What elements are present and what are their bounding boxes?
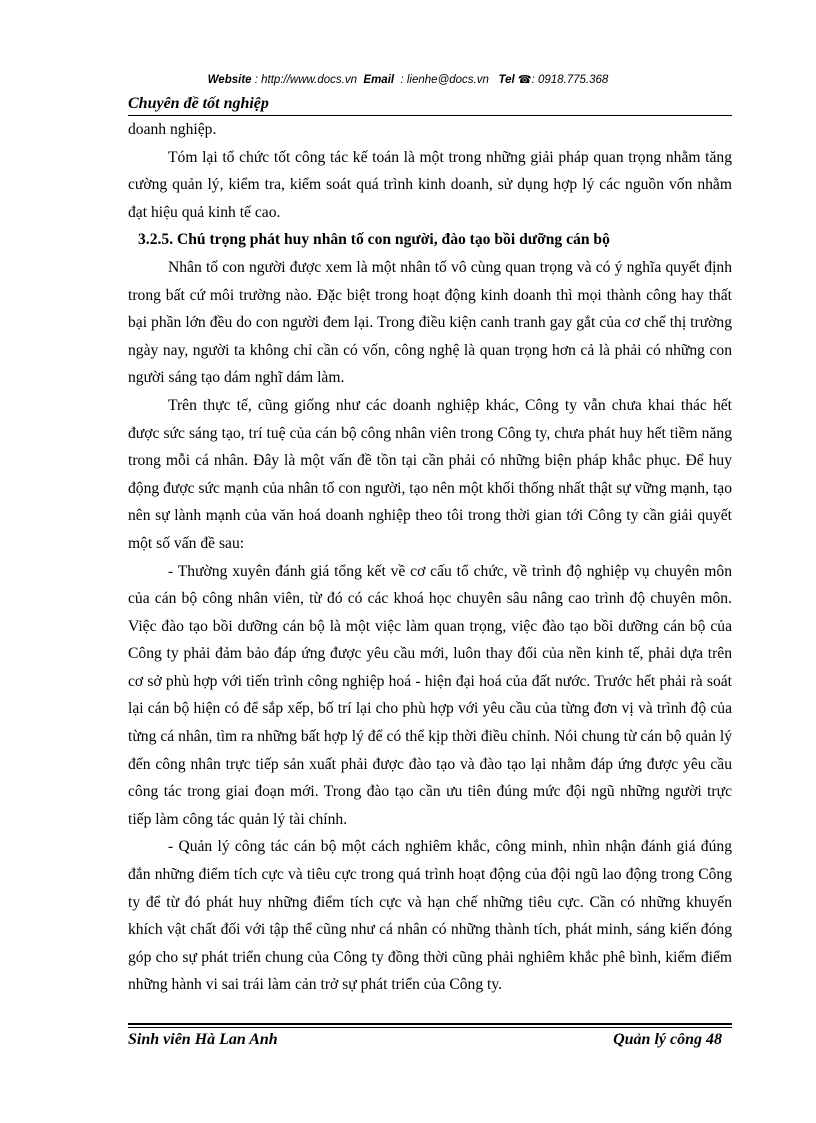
- website-url[interactable]: : http://www.docs.vn: [254, 74, 358, 86]
- paragraph: Nhân tố con người được xem là một nhân tố vô cùng quan trọng và có ý nghĩa quyết định trong bất cứ môi trường nào. Đặc biệt trong hoạt động kinh doanh thì mọi thành công hay thất bại phần lớn đều do con người đem lại. Trong điều kiện canh tranh gay gắt của cơ chế thị trường ngày nay, người ta không chỉ cần có vốn, công nghệ là quan trọng hơn cả là phải có những con người sáng tạo dám nghĩ dám làm.: [128, 258, 732, 387]
- paragraph: Tóm lại tổ chức tốt công tác kế toán là một trong những giải pháp quan trọng nhằm tăng cường quản lý, kiểm tra, kiểm soát quá trình kinh doanh, sử dụng hợp lý các nguồn vốn nhằm đạt hiệu quả kinh tế cao.: [128, 148, 732, 221]
- email-label: Email: [363, 74, 395, 86]
- section-heading: 3.2.5. Chú trọng phát huy nhân tố con người, đào tạo bồi dưỡng cán bộ: [138, 231, 610, 249]
- paragraph: - Thường xuyên đánh giá tổng kết về cơ cấu tổ chức, về trình độ nghiệp vụ chuyên môn của cán bộ công nhân viên, từ đó có các khoá học chuyên sâu nâng cao trình độ chuyên môn. Việc đào tạo bồi dưỡng cán bộ là một việc làm quan trọng, việc đào tạo bồi dưỡng cán bộ của Công ty phải đảm bảo đáp ứng được yêu cầu mới, luôn thay đổi của nền kinh tế, phải dựa trên cơ sở phù hợp với tiến trình công nghiệp hoá - hiện đại hoá của đất nước. Trước hết phải rà soát lại cán bộ hiện có để sắp xếp, bố trí lại cho phù hợp với yêu cầu của từng đơn vị và trình độ của từng cá nhân, tìm ra những bất hợp lý để có thể kịp thời điều chỉnh. Nói chung từ cán bộ quản lý đến công nhân trực tiếp sản xuất phải được đào tạo và đào tạo lại nhằm đáp ứng được yêu cầu công tác trong giai đoạn mới. Trong đào tạo cần ưu tiên đúng mức đội ngũ những người trực tiếp làm công tác quản lý tài chính.: [128, 562, 732, 828]
- tel-label: Tel: [498, 74, 515, 86]
- tel-number: : 0918.775.368: [531, 74, 609, 86]
- footer-divider-thick: [128, 1023, 732, 1025]
- paragraph: Trên thực tế, cũng giống như các doanh nghiệp khác, Công ty vẫn chưa khai thác hết được sức sáng tạo, trí tuệ của cán bộ công nhân viên trong Công ty, chưa phát huy hết tiềm năng trong mỗi cá nhân. Đây là một vấn đề tồn tại cần phải có những biện pháp khắc phục. Để huy động được sức mạnh của nhân tố con người, tạo nên một khối thống nhất thật sự vững mạnh, tạo nên sự lành mạnh của văn hoá doanh nghiệp theo tôi trong thời gian tới Công ty cần giải quyết một số vấn đề sau:: [128, 396, 732, 552]
- paragraph: - Quản lý công tác cán bộ một cách nghiêm khắc, công minh, nhìn nhận đánh giá đúng đắn những điểm tích cực và tiêu cực trong quá trình hoạt động của đội ngũ lao động trong Công ty để từ đó phát huy những điểm tích cực và hạn chế những tiêu cực. Cần có những khuyến khích vật chất đối với tập thể cũng như cá nhân có những thành tích, phát minh, sáng kiến đóng góp cho sự phát triển chung của Công ty đồng thời cũng phải nghiêm khắc phê bình, kiểm điểm những hành vi sai trái làm cản trở sự phát triển của Công ty.: [128, 838, 732, 994]
- paragraph: doanh nghiệp.: [128, 121, 217, 138]
- footer-student-name: Sinh viên Hà Lan Anh: [128, 1031, 278, 1048]
- document-body: [128, 116, 732, 999]
- footer-divider-thin: [128, 1027, 732, 1028]
- website-label: Website: [207, 74, 252, 86]
- document-title: Chuyên đề tốt nghiệp: [128, 95, 269, 112]
- email-address[interactable]: : lienhe@docs.vn: [400, 74, 489, 86]
- footer-page-label: Quản lý công 48: [613, 1031, 722, 1048]
- phone-icon: ☎: [517, 74, 532, 86]
- website-header: [0, 73, 816, 87]
